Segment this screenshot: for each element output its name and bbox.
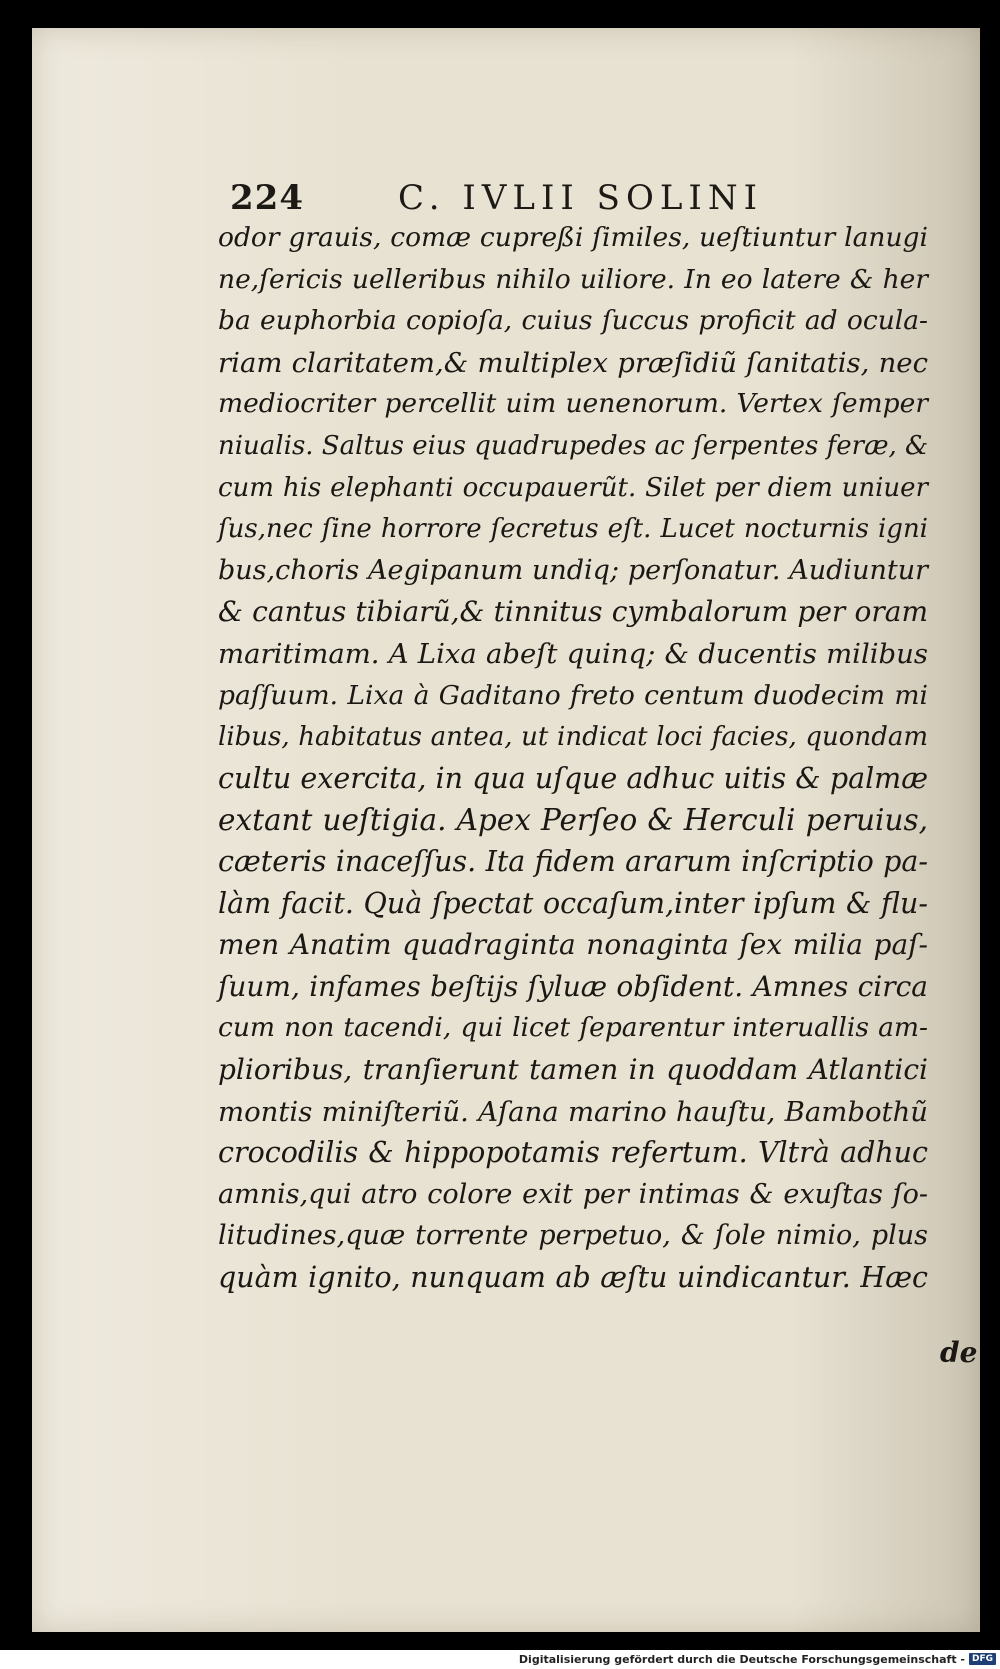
catchword: de (940, 1336, 978, 1369)
text-line: litudines,quæ torrente perpetuo, & ſole nimio, plus (218, 1220, 928, 1252)
text-line: extant ueſtigia. Apex Perſeo & Herculi peruius, (218, 803, 928, 838)
text-line: crocodilis & hippopotamis refertum. Vltrà adhuc (218, 1136, 928, 1170)
text-line: niualis. Saltus eius quadrupedes ac ſerpentes feræ, & (218, 431, 929, 461)
text-line: montis miniſteriũ. Aſana marino hauſtu, Bambothũ (218, 1095, 928, 1128)
text-line: libus, habitatus antea, ut indicat loci facies, quondam (218, 722, 928, 753)
book-page (32, 28, 980, 1632)
text-line: men Anatim quadraginta nonaginta ſex milia paſ- (218, 928, 928, 962)
text-line: plioribus, tranſierunt tamen in quoddam Atlantici (218, 1053, 928, 1086)
text-line: ſus,nec ſine horrore ſecretus eſt. Lucet nocturnis igni (218, 514, 928, 545)
text-line: amnis,qui atro colore exit per intimas & exuſtas ſo- (218, 1178, 928, 1210)
text-line: ba euphorbia copioſa, cuius ſuccus proficit ad ocula- (218, 305, 928, 337)
text-line: bus,choris Aegipanum undiq; perſonatur. Audiuntur (218, 554, 928, 586)
dfg-logo-icon: DFG (969, 1653, 996, 1665)
text-line: cultu exercita, in qua uſque adhuc uitis & palmæ (218, 761, 928, 795)
dfg-footer (519, 1651, 996, 1667)
running-title: C. IVLII SOLINI (398, 178, 764, 218)
text-line: maritimam. A Lixa abeſt quinq; & ducentis milibus (218, 638, 928, 670)
text-line: cum non tacendi, qui licet ſeparentur interuallis am- (218, 1012, 928, 1044)
text-line: làm facit. Quà ſpectat occaſum,inter ipſum & flu- (218, 886, 928, 920)
text-line: cæteris inaceſſus. Ita fidem ararum inſcriptio pa- (218, 845, 928, 878)
text-line: cum his elephanti occupauerũt. Silet per diem uniuer (218, 472, 928, 503)
text-line: ne,ſericis uelleribus nihilo uiliore. In eo latere & her (218, 263, 928, 295)
text-line: quàm ignito, nunquam ab æſtu uindicantur. Hæc (218, 1261, 928, 1294)
text-line: paſſuum. Lixa à Gaditano freto centum duodecim mi (218, 679, 928, 711)
text-line: & cantus tibiarũ,& tinnitus cymbalorum per oram (218, 595, 928, 629)
page-number: 224 (230, 178, 304, 218)
text-line: mediocriter percellit uim uenenorum. Vertex ſemper (218, 388, 928, 420)
text-line: odor grauis, comæ cupreßi ſimiles, ueſtiuntur lanugi (218, 222, 928, 253)
text-line: riam claritatem,& multiplex præſidiũ ſanitatis, nec (218, 346, 928, 379)
text-line: ſuum, infames beſtijs ſyluæ obſident. Amnes circa (218, 969, 928, 1003)
digitization-credit: Digitalisierung gefördert durch die Deutsche Forschungsgemeinschaft - (518, 1652, 965, 1666)
